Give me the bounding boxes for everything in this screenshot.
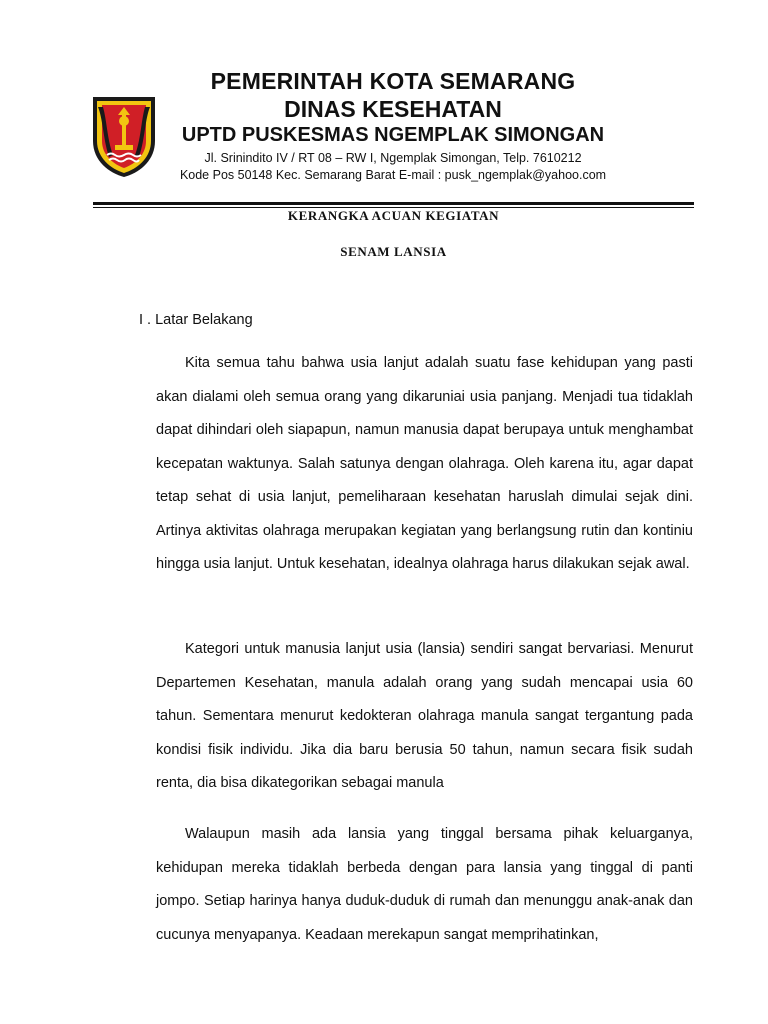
letterhead-address: Jl. Srinindito IV / RT 08 – RW I, Ngemplak Simongan, Telp. 7610212 <box>204 151 582 165</box>
section-heading: I . Latar Belakang <box>139 312 253 328</box>
letterhead-unit: UPTD PUSKESMAS NGEMPLAK SIMONGAN <box>181 124 605 146</box>
letterhead-contact: Kode Pos 50148 Kec. Semarang Barat E-mail : pusk_ngemplak@yahoo.com <box>179 168 607 182</box>
letterhead-divider-thick <box>93 202 694 205</box>
letterhead-department: DINAS KESEHATAN <box>284 96 502 122</box>
document-subtitle: SENAM LANSIA <box>340 244 447 259</box>
paragraph: Kita semua tahu bahwa usia lanjut adalah suatu fase kehidupan yang pasti akan dialami oleh semua orang yang dikaruniai usia panjang. Menjadi tua tidaklah dapat dihindari oleh siapapun, namun manusia dapat berupaya untuk menghambat kecepatan waktunya. Salah satunya dengan olahraga. Oleh karena itu, agar dapat tetap sehat di usia lanjut, pemeliharaan kesehatan haruslah dimulai sejak dini. Artinya aktivitas olahraga merupakan kegiatan yang berlangsung rutin dan kontiniu hingga usia lanjut. Untuk kesehatan, idealnya olahraga harus dilakukan sejak awal. <box>156 355 693 572</box>
paragraph: Kategori untuk manusia lanjut usia (lansia) sendiri sangat bervariasi. Menurut Departemen Kesehatan, manula adalah orang yang sudah mencapai usia 60 tahun. Sementara menurut kedokteran olahraga manula sangat tergantung pada kondisi fisik individu. Jika dia baru berusia 50 tahun, namun secara fisik sudah renta, dia bisa dikategorikan sebagai manula <box>156 641 693 791</box>
paragraph: Walaupun masih ada lansia yang tinggal bersama pihak keluarganya, kehidupan mereka tidaklah berbeda dengan para lansia yang tinggal di panti jompo. Setiap harinya hanya duduk-duduk di rumah dan menunggu anak-anak dan cucunya menyapanya. Keadaan merekapun sangat memprihatinkan, <box>156 826 693 943</box>
document-title: KERANGKA ACUAN KEGIATAN <box>287 208 500 223</box>
city-emblem-icon <box>91 95 157 179</box>
letterhead-government: PEMERINTAH KOTA SEMARANG <box>210 68 576 94</box>
